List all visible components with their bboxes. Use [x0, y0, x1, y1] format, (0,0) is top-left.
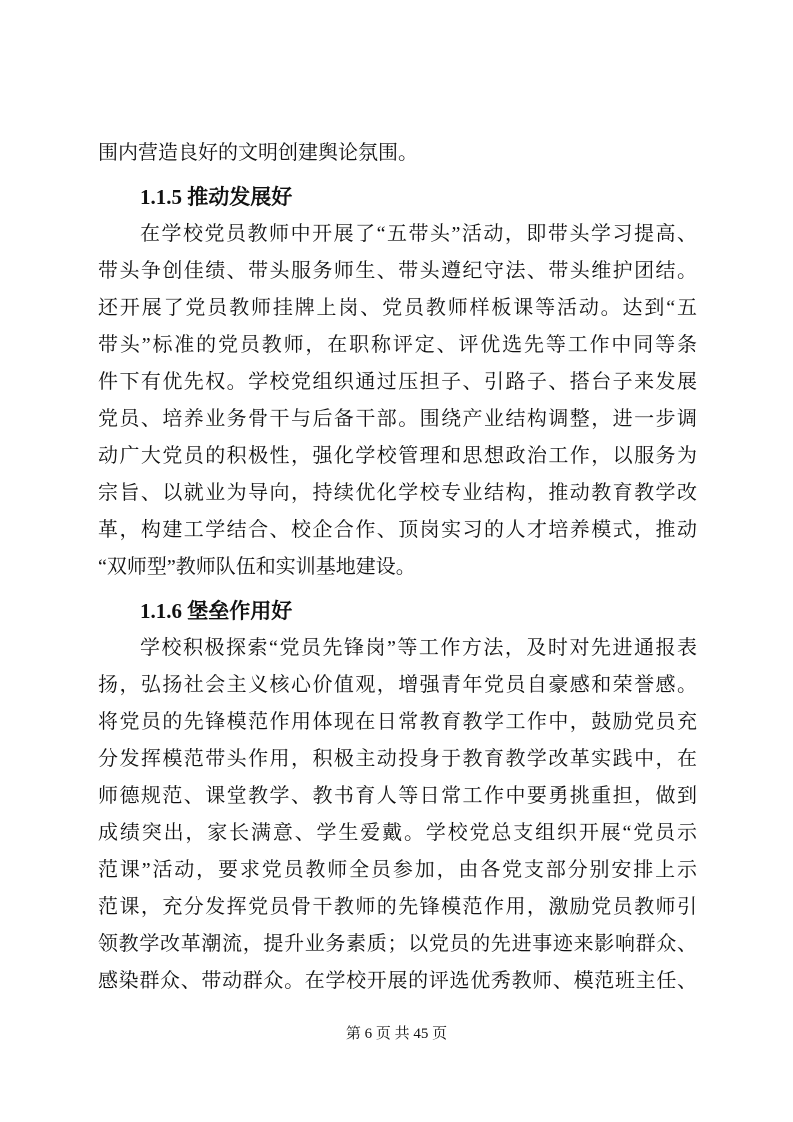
page-number-footer: 第 6 页 共 45 页: [345, 1026, 448, 1042]
paragraph-line: 范课”活动，要求党员教师全员参加，由各党支部分别安排上示: [98, 859, 697, 881]
paragraph-line: 师德规范、课堂教学、教书育人等日常工作中要勇挑重担，做到: [98, 785, 697, 807]
paragraph-line: 动广大党员的积极性，强化学校管理和思想政治工作，以服务为: [98, 445, 697, 467]
paragraph-line: 宗旨、以就业为导向，持续优化学校专业结构，推动教育教学改: [98, 482, 697, 504]
paragraph-line: 党员、培养业务骨干与后备干部。围绕产业结构调整，进一步调: [98, 408, 697, 430]
paragraph-line: “双师型”教师队伍和实训基地建设。: [98, 556, 416, 578]
paragraph-line: 带头”标准的党员教师，在职称评定、评优选先等工作中同等条: [98, 334, 697, 356]
section-heading: 1.1.6 堡垒作用好: [140, 599, 293, 623]
section-heading: 1.1.5 推动发展好: [140, 185, 293, 209]
paragraph-line: 扬，弘扬社会主义核心价值观，增强青年党员自豪感和荣誉感。: [98, 674, 697, 696]
page-body-text: [98, 135, 697, 1000]
paragraph-line: 范课，充分发挥党员骨干教师的先锋模范作用，激励党员教师引: [98, 896, 697, 918]
paragraph-line: 成绩突出，家长满意、学生爱戴。学校党总支组织开展“党员示: [98, 822, 697, 844]
paragraph-line: 分发挥模范带头作用，积极主动投身于教育教学改革实践中，在: [98, 748, 697, 770]
paragraph-line: 件下有优先权。学校党组织通过压担子、引路子、搭台子来发展: [98, 371, 697, 393]
paragraph-line: 将党员的先锋模范作用体现在日常教育教学工作中，鼓励党员充: [98, 711, 697, 733]
paragraph-line: 感染群众、带动群众。在学校开展的评选优秀教师、模范班主任、: [98, 970, 697, 992]
paragraph-line: 带头争创佳绩、带头服务师生、带头遵纪守法、带头维护团结。: [98, 260, 697, 282]
paragraph-line: 围内营造良好的文明创建舆论氛围。: [98, 142, 418, 164]
paragraph-line: 领教学改革潮流，提升业务素质；以党员的先进事迹来影响群众、: [98, 933, 697, 955]
paragraph-line: 在学校党员教师中开展了“五带头”活动，即带头学习提高、: [140, 223, 697, 245]
paragraph-line: 革，构建工学结合、校企合作、顶岗实习的人才培养模式，推动: [98, 519, 697, 541]
paragraph-line: 还开展了党员教师挂牌上岗、党员教师样板课等活动。达到“五: [98, 297, 697, 319]
paragraph-line: 学校积极探索“党员先锋岗”等工作方法，及时对先进通报表: [140, 637, 697, 659]
